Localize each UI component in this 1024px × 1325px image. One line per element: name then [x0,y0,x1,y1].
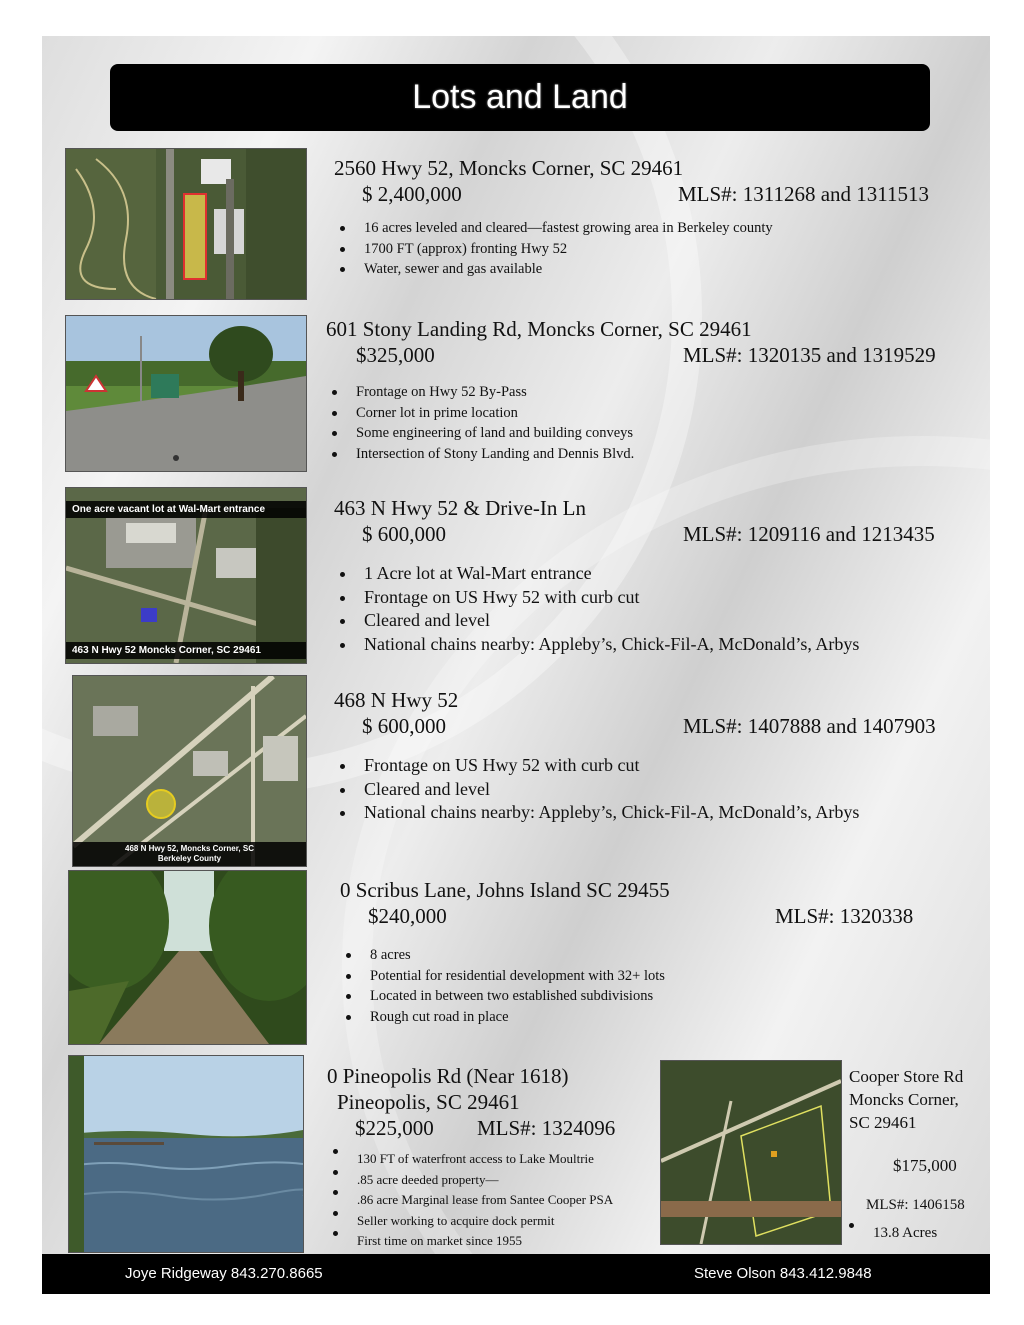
listing-mls: MLS#: 1324096 [477,1116,616,1140]
feature-item: Frontage on Hwy 52 By-Pass [326,382,986,403]
feature-item: Located in between two established subdivisions [340,986,980,1007]
feature-list [334,754,984,825]
photo-caption: 468 N Hwy 52, Moncks Corner, SC [125,844,254,853]
listing-photo-lake-moultrie [68,1055,304,1253]
feature-item: First time on market since 1955 [327,1231,667,1252]
feature-item: 13.8 Acres [843,1223,937,1243]
feature-item: Corner lot in prime location [326,403,986,424]
feature-item: National chains nearby: Appleby’s, Chick-Fil-A, McDonald’s, Arbys [334,801,984,825]
feature-list [334,218,984,280]
listing-photo-aerial-hwy52 [65,148,307,300]
photo-caption-box [73,842,306,866]
cooper-store-address-line3: SC 29461 [849,1113,917,1132]
photo-caption: 463 N Hwy 52 Moncks Corner, SC 29461 [66,642,306,659]
cooper-store-price: $175,000 [893,1156,957,1175]
listing-address: Pineopolis, SC 29461 [337,1090,520,1114]
cooper-store-mls: MLS#: 1406158 [866,1197,965,1213]
feature-list [326,382,986,464]
listing-price: $ 600,000 [362,522,446,546]
listing-photo-scribus-lane [68,870,307,1045]
listing-mls: MLS#: 1209116 and 1213435 [683,522,935,546]
aerial-image [661,1061,841,1244]
feature-list [340,945,980,1027]
feature-item: Frontage on US Hwy 52 with curb cut [334,754,984,778]
listing-price: $325,000 [356,343,435,367]
feature-item: National chains nearby: Appleby’s, Chick-Fil-A, McDonald’s, Arbys [334,633,984,657]
listing-mls: MLS#: 1311268 and 1311513 [678,182,930,206]
listing-address: 468 N Hwy 52 [334,688,459,712]
page-title: Lots and Land [110,64,930,131]
feature-item: Some engineering of land and building conveys [326,423,986,444]
cooper-store-address-line1: Cooper Store Rd [849,1067,964,1086]
aerial-image [66,149,306,299]
listing-address: 0 Pineopolis Rd (Near 1618) [327,1064,569,1088]
feature-item: Seller working to acquire dock permit [327,1211,667,1232]
cooper-store-address-line2: Moncks Corner, [849,1090,959,1109]
aerial-map-image [73,676,306,866]
listing-3 [334,495,984,656]
feature-item: 16 acres leveled and cleared—fastest growing area in Berkeley county [334,218,984,239]
cooper-store-feature-list [843,1223,937,1243]
feature-list [327,1149,667,1252]
listing-address: 0 Scribus Lane, Johns Island SC 29455 [340,878,670,902]
listing-price: $ 600,000 [362,714,446,738]
listing-address: 601 Stony Landing Rd, Moncks Corner, SC 29461 [326,317,752,341]
lake-image [69,1056,303,1252]
listing-mls: MLS#: 1407888 and 1407903 [683,714,936,738]
listing-6 [327,1063,667,1252]
listing-2 [326,316,986,464]
feature-item: Rough cut road in place [340,1007,980,1028]
woods-image [69,871,306,1044]
listing-photo-aerial-468 [72,675,307,867]
listing-price: $ 2,400,000 [362,182,462,206]
footer-bar [42,1254,990,1294]
feature-item: 1 Acre lot at Wal-Mart entrance [334,562,984,586]
listing-mls: MLS#: 1320135 and 1319529 [683,343,936,367]
listing-photo-cooper-store [660,1060,842,1245]
street-image [66,316,306,471]
listing-price: $225,000 [355,1116,434,1140]
feature-list [334,562,984,656]
agent-contact-joye: Joye Ridgeway 843.270.8665 [125,1265,323,1282]
feature-item: Intersection of Stony Landing and Dennis Blvd. [326,444,986,465]
feature-item: Frontage on US Hwy 52 with curb cut [334,586,984,610]
photo-caption: One acre vacant lot at Wal-Mart entrance [66,501,306,518]
feature-item: Water, sewer and gas available [334,259,984,280]
listing-photo-aerial-walmart [65,487,307,664]
feature-item: Cleared and level [334,778,984,802]
listing-1 [334,155,984,280]
photo-caption: Berkeley County [157,854,222,863]
listing-address: 2560 Hwy 52, Moncks Corner, SC 29461 [334,156,684,180]
feature-item: .85 acre deeded property— [327,1170,667,1191]
listing-address: 463 N Hwy 52 & Drive-In Ln [334,496,586,520]
feature-item: 8 acres [340,945,980,966]
feature-item: Cleared and level [334,609,984,633]
feature-item: 1700 FT (approx) fronting Hwy 52 [334,239,984,260]
agent-contact-steve: Steve Olson 843.412.9848 [694,1265,872,1282]
listing-photo-stony-landing [65,315,307,472]
listing-mls: MLS#: 1320338 [775,904,914,928]
listing-4 [334,687,984,825]
feature-item: Potential for residential development with 32+ lots [340,966,980,987]
feature-item: .86 acre Marginal lease from Santee Cooper PSA [327,1190,667,1211]
listing-price: $240,000 [368,904,447,928]
listing-5 [340,877,980,1027]
feature-item: 130 FT of waterfront access to Lake Moultrie [327,1149,667,1170]
